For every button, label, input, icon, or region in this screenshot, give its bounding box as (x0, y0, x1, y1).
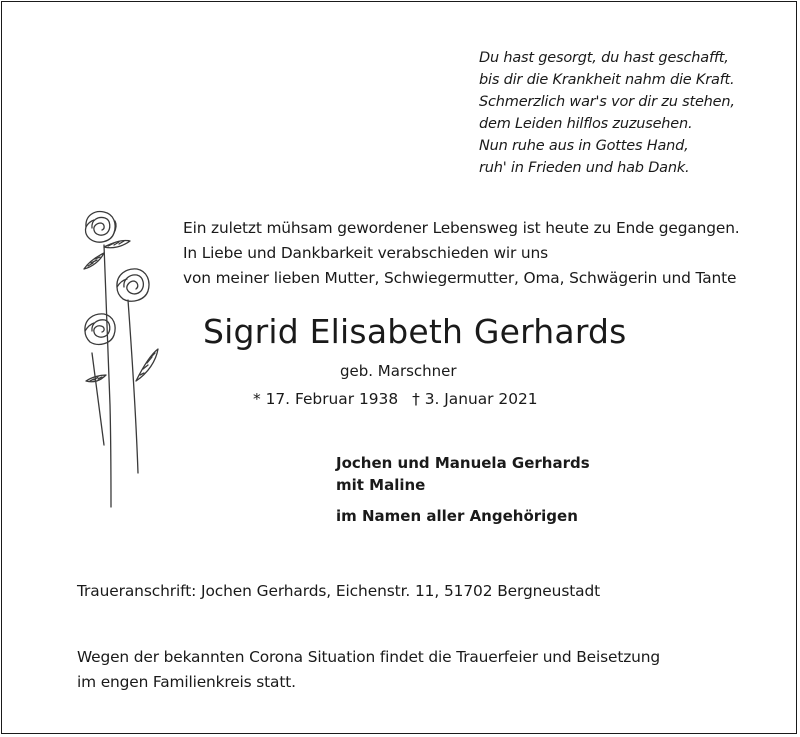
poem-line: Nun ruhe aus in Gottes Hand, (479, 138, 689, 154)
corona-notice (77, 645, 660, 695)
intro-text (183, 216, 740, 291)
life-dates (253, 388, 538, 410)
leaf (84, 253, 104, 269)
family-signature (336, 452, 590, 527)
leaf (86, 375, 106, 382)
rose-head (85, 314, 115, 345)
intro-line: In Liebe und Dankbarkeit verabschieden wir uns (183, 244, 549, 262)
birth-date: * 17. Februar 1938 (253, 390, 399, 408)
poem-line: dem Leiden hilflos zuzusehen. (479, 116, 693, 132)
rose-stem (128, 300, 138, 473)
intro-line: Ein zuletzt mühsam gewordener Lebensweg ist heute zu Ende gegangen. (183, 219, 740, 237)
death-date: † 3. Januar 2021 (412, 390, 538, 408)
poem-line: Du hast gesorgt, du hast geschafft, (479, 50, 729, 66)
mourning-address: Traueranschrift: Jochen Gerhards, Eichenstr. 11, 51702 Bergneustadt (77, 582, 601, 600)
poem-line: Schmerzlich war's vor dir zu stehen, (479, 94, 735, 110)
rose-head (85, 212, 116, 243)
leaf (136, 349, 158, 381)
family-line: mit Maline (336, 476, 426, 494)
poem-line: bis dir die Krankheit nahm die Kraft. (479, 72, 735, 88)
roses-drawing-icon (70, 205, 170, 515)
intro-line: von meiner lieben Mutter, Schwiegermutter, Oma, Schwägerin und Tante (183, 269, 737, 287)
poem (479, 47, 735, 179)
family-line: im Namen aller Angehörigen (336, 507, 578, 525)
family-line: Jochen und Manuela Gerhards (336, 454, 590, 472)
rose-head (117, 269, 149, 301)
rose-stem (92, 353, 104, 445)
poem-line: ruh' in Frieden und hab Dank. (479, 160, 690, 176)
corona-line: im engen Familienkreis statt. (77, 673, 296, 691)
corona-line: Wegen der bekannten Corona Situation findet die Trauerfeier und Beisetzung (77, 648, 660, 666)
birth-name: geb. Marschner (340, 362, 457, 380)
leaf (104, 240, 130, 247)
deceased-name: Sigrid Elisabeth Gerhards (203, 312, 627, 351)
